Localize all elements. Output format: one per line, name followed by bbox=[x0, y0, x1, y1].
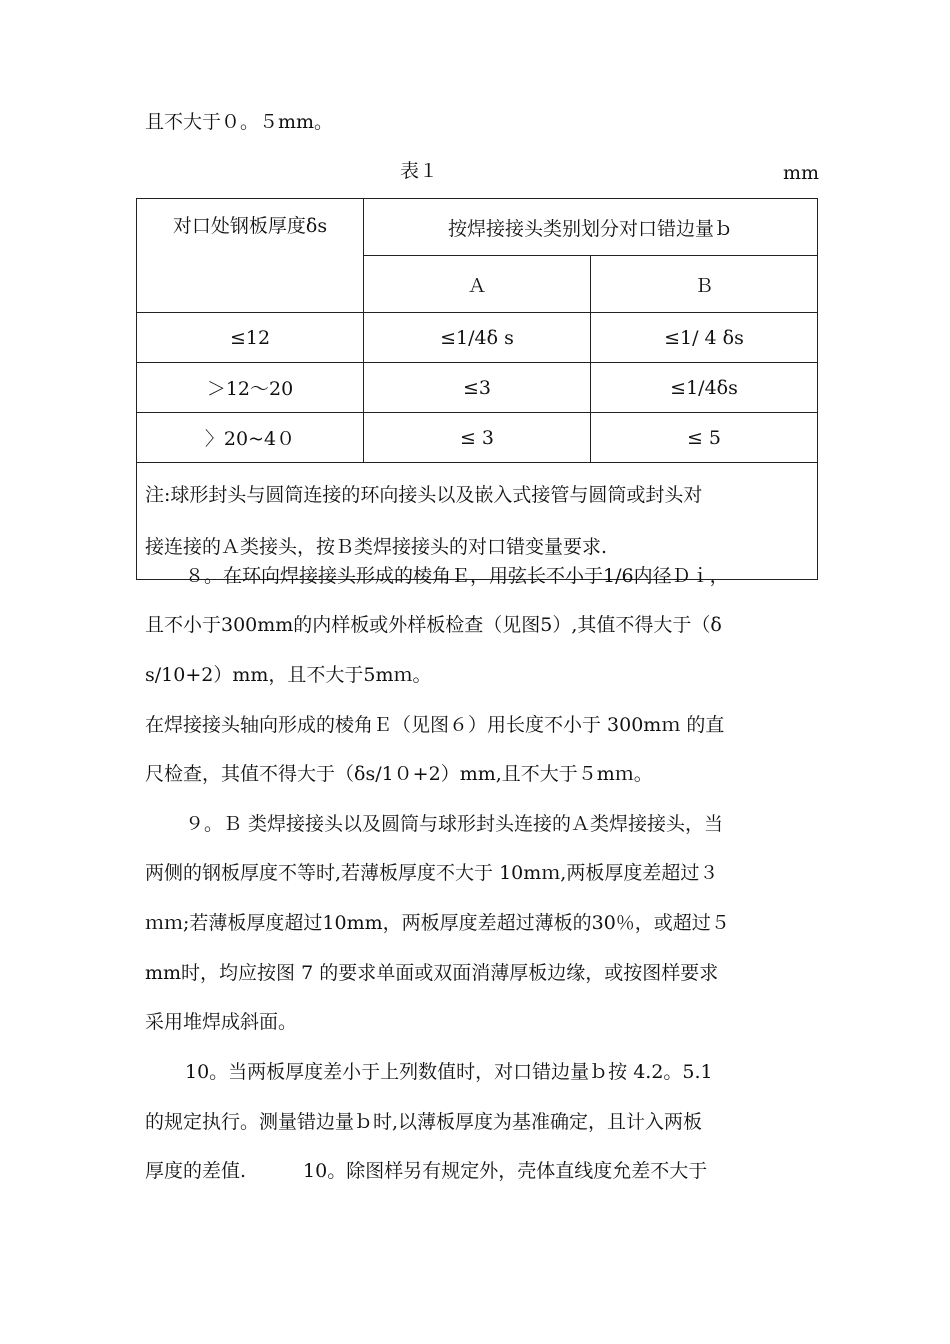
misalignment-table bbox=[136, 198, 818, 580]
para-9-line-5: 采用堆焊成斜面。 bbox=[145, 1011, 298, 1033]
para-9-line-1: ９。Ｂ 类焊接接头以及圆筒与球形封头连接的Ａ类焊接接头，当 bbox=[185, 813, 724, 835]
header-a: Ａ bbox=[364, 256, 591, 313]
intro-line: 且不大于０。５mm。 bbox=[145, 111, 334, 133]
para-axial-line-1: 在焊接接头轴向形成的棱角Ｅ（见图６）用长度不小于 300mｍ 的直 bbox=[145, 714, 725, 736]
table-cell: ≤ 5 bbox=[591, 413, 818, 463]
table-row bbox=[137, 363, 818, 413]
table-row bbox=[137, 313, 818, 363]
note-line-2: 接连接的Ａ类接头，按Ｂ类焊接接头的对口错变量要求. bbox=[145, 536, 608, 558]
para-10-line-1: 10。当两板厚度差小于上列数值时，对口错边量ｂ按 4.2。5.1 bbox=[185, 1061, 713, 1083]
table-header-row bbox=[137, 199, 818, 256]
table-row bbox=[137, 413, 818, 463]
table-cell: ≤1/ 4 δs bbox=[591, 313, 818, 363]
note-line-1: 注:球形封头与圆筒连接的环向接头以及嵌入式接管与圆筒或封头对 bbox=[145, 484, 703, 506]
para-8-line-2: 且不小于300mm的内样板或外样板检查（见图5）,其值不得大于（δ bbox=[145, 614, 722, 636]
para-10-line-3: 厚度的差值. 10。除图样另有规定外，壳体直线度允差不大于 bbox=[145, 1160, 708, 1182]
table-cell: ≤3 bbox=[364, 363, 591, 413]
para-9-line-3: ｍｍ;若薄板厚度超过10mm，两板厚度差超过薄板的30％，或超过５ bbox=[145, 912, 730, 934]
para-9-line-2: 两侧的钢板厚度不等时,若薄板厚度不大于 10mｍ,两板厚度差超过３ bbox=[145, 862, 719, 884]
header-weld-category: 按焊接接头类别划分对口错边量ｂ bbox=[364, 199, 818, 256]
table-cell: ＞12～20 bbox=[137, 363, 364, 413]
table-cell: ≤1/4δ s bbox=[364, 313, 591, 363]
table-unit: mm bbox=[783, 162, 820, 184]
para-axial-line-2: 尺检查，其值不得大于（δs/1０+2）mm,且不大于５mｍ。 bbox=[145, 763, 653, 785]
table-cell: ≤ 3 bbox=[364, 413, 591, 463]
para-8-line-1: ８。在环向焊接接头形成的棱角Ｅ，用弦长不小于1/6内径Ｄｉ， bbox=[185, 565, 729, 587]
header-b: Ｂ bbox=[591, 256, 818, 313]
para-9-line-4: mm时，均应按图 7 的要求单面或双面消薄厚板边缘，或按图样要求 bbox=[145, 962, 719, 984]
table-cell: ≤1/4δs bbox=[591, 363, 818, 413]
table-caption: 表１ bbox=[400, 160, 439, 182]
para-10-line-2: 的规定执行。测量错边量ｂ时,以薄板厚度为基准确定，且计入两板 bbox=[145, 1111, 703, 1133]
para-8-line-3: s/10+2）mm，且不大于5mｍ。 bbox=[145, 664, 432, 686]
header-plate-thickness: 对口处钢板厚度δs bbox=[137, 199, 364, 313]
table-cell: ≤12 bbox=[137, 313, 364, 363]
table-cell: 〉20~4０ bbox=[137, 413, 364, 463]
